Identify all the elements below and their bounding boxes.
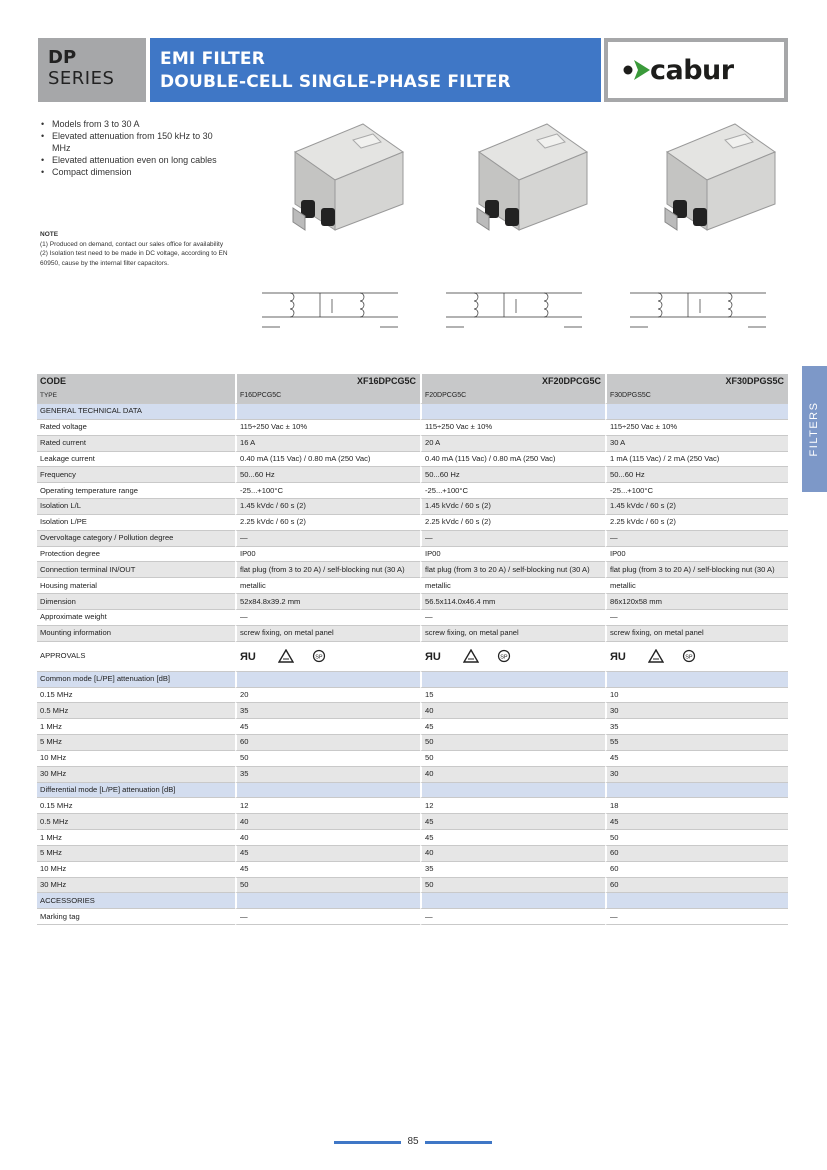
row-value: — xyxy=(235,610,420,626)
row-value: metallic xyxy=(235,578,420,594)
table-row xyxy=(37,703,788,719)
approvals-icons xyxy=(420,642,605,672)
row-value: screw fixing, on metal panel xyxy=(235,626,420,642)
row-value: 45 xyxy=(235,862,420,878)
row-value: 30 xyxy=(605,767,788,783)
table-row xyxy=(37,909,788,925)
tuv-triangle-icon xyxy=(648,649,664,663)
row-value: 45 xyxy=(420,719,605,735)
row-value: 45 xyxy=(420,830,605,846)
row-value: flat plug (from 3 to 20 A) / self-blocking nut (30 A) xyxy=(605,562,788,578)
code-label: CODE xyxy=(37,374,235,389)
row-label: 5 MHz xyxy=(37,846,235,862)
row-label: Leakage current xyxy=(37,452,235,468)
row-value: 50 xyxy=(420,735,605,751)
row-value: 2.25 kVdc / 60 s (2) xyxy=(420,515,605,531)
row-label: 1 MHz xyxy=(37,719,235,735)
row-value: -25...+100°C xyxy=(605,483,788,499)
section-cell xyxy=(235,404,420,420)
section-header-row xyxy=(37,893,788,909)
row-value: -25...+100°C xyxy=(420,483,605,499)
row-value: 50...60 Hz xyxy=(235,467,420,483)
section-header-row xyxy=(37,672,788,688)
row-value: 86x120x58 mm xyxy=(605,594,788,610)
row-value: 50 xyxy=(420,751,605,767)
series-block xyxy=(38,38,146,102)
row-label: 10 MHz xyxy=(37,862,235,878)
product-code: XF16DPCG5C xyxy=(235,374,420,389)
row-value: 40 xyxy=(420,767,605,783)
row-label: Operating temperature range xyxy=(37,483,235,499)
approvals-row xyxy=(37,642,788,672)
row-value: 50 xyxy=(420,878,605,894)
ul-recognized-icon xyxy=(240,649,260,663)
tuv-triangle-icon xyxy=(463,649,479,663)
table-row xyxy=(37,846,788,862)
row-label: 30 MHz xyxy=(37,767,235,783)
row-value: 50...60 Hz xyxy=(605,467,788,483)
product-type: F30DPGS5C xyxy=(605,389,788,404)
type-row xyxy=(37,389,788,404)
logo-text: cabur xyxy=(650,55,734,86)
section-cell xyxy=(235,893,420,909)
circuit-diagram-icon xyxy=(618,285,778,335)
section-cell xyxy=(605,672,788,688)
section-title: GENERAL TECHNICAL DATA xyxy=(37,404,235,420)
approvals-label: APPROVALS xyxy=(37,642,235,672)
type-label: TYPE xyxy=(37,389,235,404)
row-value: flat plug (from 3 to 20 A) / self-blocking nut (30 A) xyxy=(420,562,605,578)
row-value: 40 xyxy=(420,703,605,719)
svg-text:ЯU: ЯU xyxy=(240,651,256,664)
row-value: 45 xyxy=(605,751,788,767)
row-value: 60 xyxy=(605,862,788,878)
row-value: 45 xyxy=(235,846,420,862)
row-value: 0.40 mA (115 Vac) / 0.80 mA (250 Vac) xyxy=(420,452,605,468)
row-label: 30 MHz xyxy=(37,878,235,894)
row-value: 35 xyxy=(235,703,420,719)
row-value: 30 A xyxy=(605,436,788,452)
table-row xyxy=(37,436,788,452)
feature-item: • Elevated attenuation even on long cables xyxy=(40,154,230,166)
ul-recognized-icon xyxy=(425,649,445,663)
row-value: 40 xyxy=(420,846,605,862)
product-type: F16DPCG5C xyxy=(235,389,420,404)
table-row xyxy=(37,531,788,547)
section-title: ACCESSORIES xyxy=(37,893,235,909)
row-value: IP00 xyxy=(420,547,605,563)
row-value: IP00 xyxy=(235,547,420,563)
feature-list xyxy=(40,118,230,178)
note-block xyxy=(40,230,240,268)
row-label: Housing material xyxy=(37,578,235,594)
row-value: screw fixing, on metal panel xyxy=(420,626,605,642)
row-value: — xyxy=(420,531,605,547)
section-cell xyxy=(605,783,788,799)
table-row xyxy=(37,767,788,783)
row-value: 16 A xyxy=(235,436,420,452)
row-label: Overvoltage category / Pollution degree xyxy=(37,531,235,547)
row-label: Rated voltage xyxy=(37,420,235,436)
page-number: 85 xyxy=(407,1136,419,1147)
row-label: Isolation L/PE xyxy=(37,515,235,531)
row-value: 56.5x114.0x46.4 mm xyxy=(420,594,605,610)
table-row xyxy=(37,467,788,483)
row-value: — xyxy=(235,531,420,547)
row-value: 115÷250 Vac ± 10% xyxy=(420,420,605,436)
row-value: — xyxy=(605,610,788,626)
table-row xyxy=(37,719,788,735)
row-value: IP00 xyxy=(605,547,788,563)
csa-icon xyxy=(497,649,511,663)
row-value: 40 xyxy=(235,830,420,846)
row-value: 55 xyxy=(605,735,788,751)
row-value: 12 xyxy=(235,798,420,814)
row-label: Mounting information xyxy=(37,626,235,642)
csa-icon xyxy=(312,649,326,663)
section-cell xyxy=(420,783,605,799)
svg-text:SP: SP xyxy=(315,654,323,661)
approvals-icons xyxy=(605,642,788,672)
spec-table xyxy=(37,374,788,925)
row-value: 12 xyxy=(420,798,605,814)
row-label: Approximate weight xyxy=(37,610,235,626)
table-row xyxy=(37,483,788,499)
table-row xyxy=(37,452,788,468)
row-label: Connection terminal IN/OUT xyxy=(37,562,235,578)
table-row xyxy=(37,610,788,626)
table-row xyxy=(37,830,788,846)
circuit-diagram-icon xyxy=(250,285,410,335)
product-image-xf20 xyxy=(467,112,597,242)
svg-text:SP: SP xyxy=(685,654,693,661)
row-label: Dimension xyxy=(37,594,235,610)
section-cell xyxy=(605,893,788,909)
row-value: — xyxy=(420,610,605,626)
row-value: 60 xyxy=(605,878,788,894)
circuit-diagram-icon xyxy=(434,285,594,335)
row-value: flat plug (from 3 to 20 A) / self-blocking nut (30 A) xyxy=(235,562,420,578)
table-row xyxy=(37,578,788,594)
row-label: 0.5 MHz xyxy=(37,814,235,830)
page-title xyxy=(150,38,601,102)
footer-rule-right xyxy=(425,1141,492,1144)
row-value: 50 xyxy=(605,830,788,846)
row-label: 0.15 MHz xyxy=(37,798,235,814)
row-value: metallic xyxy=(605,578,788,594)
svg-text:SP: SP xyxy=(500,654,508,661)
row-value: screw fixing, on metal panel xyxy=(605,626,788,642)
product-image-xf16 xyxy=(283,112,413,242)
table-row xyxy=(37,735,788,751)
row-label: 5 MHz xyxy=(37,735,235,751)
series-word: SERIES xyxy=(48,68,115,89)
row-value: 2.25 kVdc / 60 s (2) xyxy=(235,515,420,531)
row-label: 1 MHz xyxy=(37,830,235,846)
section-cell xyxy=(605,404,788,420)
table-row xyxy=(37,515,788,531)
row-value: 115÷250 Vac ± 10% xyxy=(605,420,788,436)
row-value: 1.45 kVdc / 60 s (2) xyxy=(235,499,420,515)
row-value: 1 mA (115 Vac) / 2 mA (250 Vac) xyxy=(605,452,788,468)
row-label: Marking tag xyxy=(37,909,235,925)
feature-item: • Compact dimension xyxy=(40,166,230,178)
row-value: -25...+100°C xyxy=(235,483,420,499)
section-side-tab xyxy=(802,366,827,492)
row-value: 35 xyxy=(605,719,788,735)
table-row xyxy=(37,862,788,878)
note-title: NOTE xyxy=(40,231,59,238)
brand-logo xyxy=(604,38,788,102)
row-value: 50...60 Hz xyxy=(420,467,605,483)
table-row xyxy=(37,594,788,610)
row-value: 115÷250 Vac ± 10% xyxy=(235,420,420,436)
table-row xyxy=(37,420,788,436)
row-value: 30 xyxy=(605,703,788,719)
row-value: metallic xyxy=(420,578,605,594)
table-row xyxy=(37,814,788,830)
feature-item: • Elevated attenuation from 150 kHz to 30 MHz xyxy=(40,130,230,154)
row-value: 10 xyxy=(605,688,788,704)
row-value: 60 xyxy=(235,735,420,751)
row-value: 0.40 mA (115 Vac) / 0.80 mA (250 Vac) xyxy=(235,452,420,468)
table-row xyxy=(37,878,788,894)
approvals-icons xyxy=(235,642,420,672)
row-value: 35 xyxy=(235,767,420,783)
tuv-triangle-icon xyxy=(278,649,294,663)
row-label: 10 MHz xyxy=(37,751,235,767)
row-label: 0.15 MHz xyxy=(37,688,235,704)
svg-text:ЯU: ЯU xyxy=(425,651,441,664)
section-cell xyxy=(420,404,605,420)
row-value: 1.45 kVdc / 60 s (2) xyxy=(420,499,605,515)
table-row xyxy=(37,499,788,515)
section-header-row xyxy=(37,783,788,799)
product-code: XF20DPCG5C xyxy=(420,374,605,389)
row-value: 52x84.8x39.2 mm xyxy=(235,594,420,610)
table-row xyxy=(37,798,788,814)
title-line-2: DOUBLE-CELL SINGLE-PHASE FILTER xyxy=(160,72,511,92)
note-line-1: (1) Produced on demand, contact our sales office for availability xyxy=(40,240,224,248)
product-code: XF30DPGS5C xyxy=(605,374,788,389)
row-value: 18 xyxy=(605,798,788,814)
title-line-1: EMI FILTER xyxy=(160,49,266,69)
row-value: 40 xyxy=(235,814,420,830)
note-line-2: (2) Isolation test need to be made in DC voltage, according to EN 60950, cause by the internal filter capacitors. xyxy=(40,250,228,267)
footer-rule-left xyxy=(334,1141,401,1144)
series-code: DP xyxy=(48,47,77,68)
table-row xyxy=(37,688,788,704)
table-row xyxy=(37,751,788,767)
row-label: 0.5 MHz xyxy=(37,703,235,719)
row-value: 15 xyxy=(420,688,605,704)
row-value: — xyxy=(605,909,788,925)
section-title: Differential mode [L/PE] attenuation [dB] xyxy=(37,783,235,799)
section-title: Common mode [L/PE] attenuation [dB] xyxy=(37,672,235,688)
row-value: 45 xyxy=(235,719,420,735)
row-value: 1.45 kVdc / 60 s (2) xyxy=(605,499,788,515)
row-value: 50 xyxy=(235,878,420,894)
row-label: Rated current xyxy=(37,436,235,452)
table-row xyxy=(37,547,788,563)
row-label: Frequency xyxy=(37,467,235,483)
product-type: F20DPCG5C xyxy=(420,389,605,404)
row-value: 35 xyxy=(420,862,605,878)
table-row xyxy=(37,562,788,578)
row-value: 20 A xyxy=(420,436,605,452)
ul-recognized-icon xyxy=(610,649,630,663)
section-cell xyxy=(235,783,420,799)
svg-text:ЯU: ЯU xyxy=(610,651,626,664)
row-value: 2.25 kVdc / 60 s (2) xyxy=(605,515,788,531)
side-tab-label: FILTERS xyxy=(808,401,820,457)
section-cell xyxy=(420,893,605,909)
row-value: — xyxy=(420,909,605,925)
row-label: Protection degree xyxy=(37,547,235,563)
row-value: 60 xyxy=(605,846,788,862)
row-label: Isolation L/L xyxy=(37,499,235,515)
row-value: 45 xyxy=(605,814,788,830)
table-row xyxy=(37,626,788,642)
row-value: 50 xyxy=(235,751,420,767)
row-value: — xyxy=(605,531,788,547)
section-cell xyxy=(420,672,605,688)
row-value: 20 xyxy=(235,688,420,704)
row-value: — xyxy=(235,909,420,925)
csa-icon xyxy=(682,649,696,663)
section-cell xyxy=(235,672,420,688)
section-header-row xyxy=(37,404,788,420)
product-image-xf30 xyxy=(655,112,785,242)
row-value: 45 xyxy=(420,814,605,830)
code-row xyxy=(37,374,788,389)
feature-item: • Models from 3 to 30 A xyxy=(40,118,230,130)
